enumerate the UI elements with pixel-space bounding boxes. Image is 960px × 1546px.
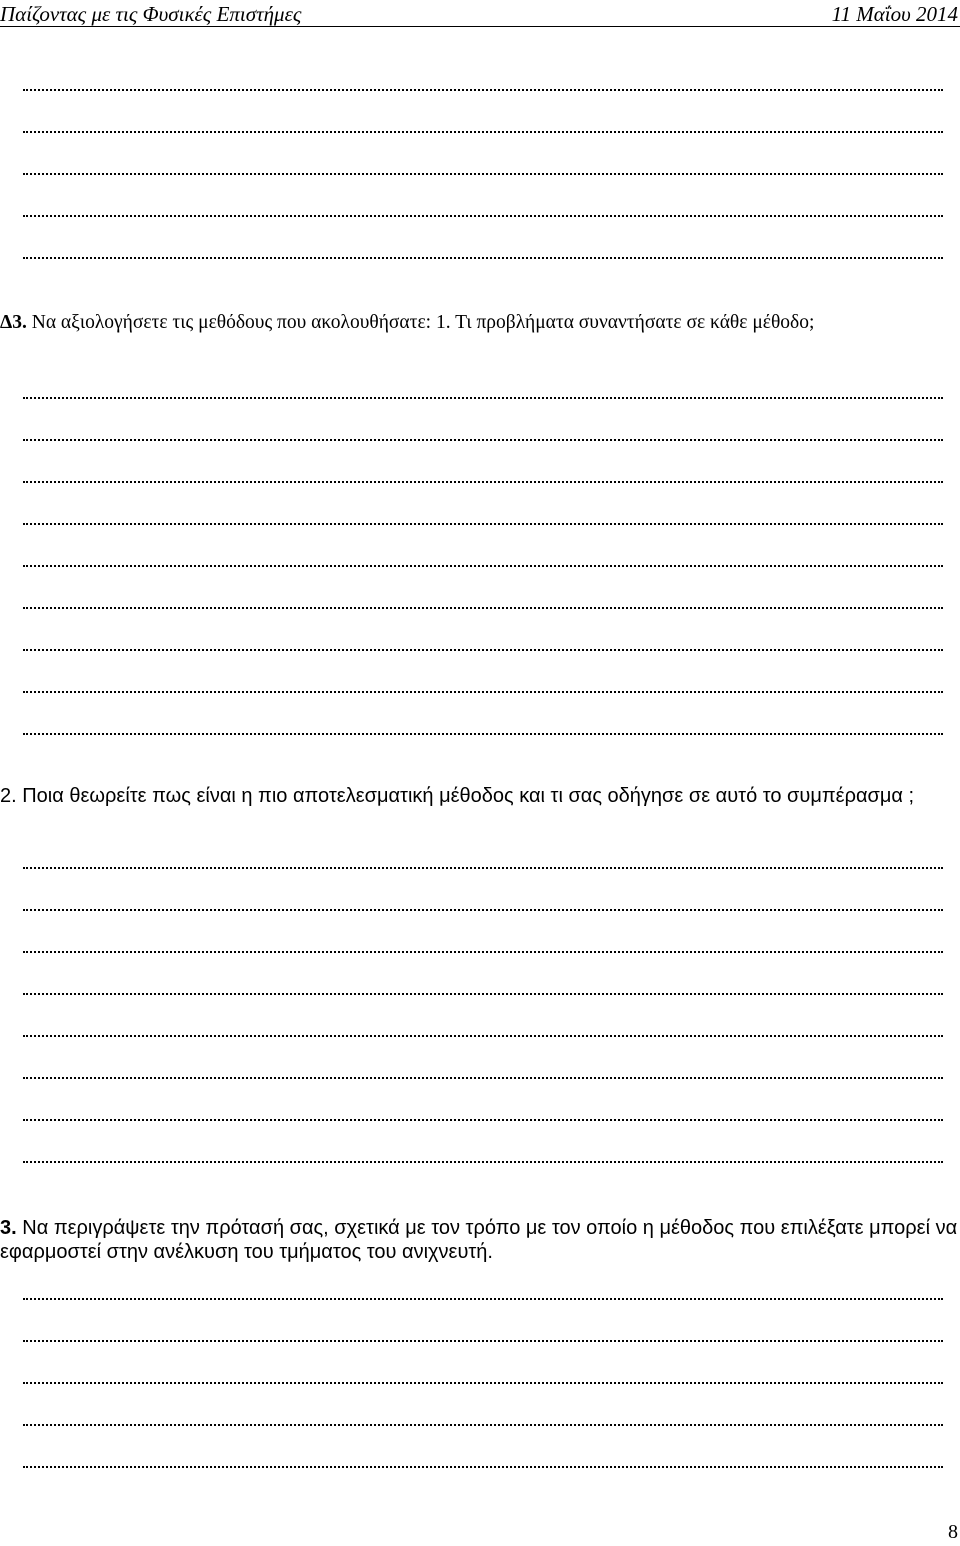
answer-line (23, 733, 943, 735)
header-title: Παίζοντας με τις Φυσικές Επιστήμες (0, 2, 302, 26)
question-3 (0, 1216, 958, 1264)
header-date: 11 Μαΐου 2014 (831, 2, 958, 26)
answer-line (23, 439, 943, 441)
answer-line (23, 215, 943, 217)
answer-line (23, 691, 943, 693)
question-d3-number: Δ3. (0, 312, 27, 333)
page-header (0, 0, 960, 27)
answer-line (23, 1382, 943, 1384)
page-number: 8 (948, 1521, 958, 1543)
question-d3-text: Να αξιολογήσετε τις μεθόδους που ακολουθήσατε: 1. Τι προβλήματα συναντήσατε σε κάθε μέθοδο; (31, 312, 815, 333)
answer-line (23, 993, 943, 995)
question-2-text: 2. Ποια θεωρείτε πως είναι η πιο αποτελεσματική μέθοδος και τι σας οδήγησε σε αυτό το συμπέρασμα ; (0, 785, 915, 807)
answer-line (23, 173, 943, 175)
question-3-number: 3. (0, 1217, 17, 1239)
question-d3 (0, 312, 958, 334)
answer-line (23, 1161, 943, 1163)
answer-line (23, 1119, 943, 1121)
answer-line (23, 1466, 943, 1468)
answer-line (23, 257, 943, 259)
answer-line (23, 607, 943, 609)
question-2 (0, 784, 958, 808)
answer-line (23, 649, 943, 651)
answer-line (23, 909, 943, 911)
answer-line (23, 89, 943, 91)
answer-line (23, 951, 943, 953)
answer-line (23, 1035, 943, 1037)
answer-line (23, 1340, 943, 1342)
answer-line (23, 481, 943, 483)
answer-line (23, 867, 943, 869)
answer-line (23, 523, 943, 525)
answer-line (23, 1424, 943, 1426)
question-3-text: Να περιγράψετε την πρότασή σας, σχετικά με τον τρόπο με τον οποίο η μέθοδος που επιλέξατε μπορεί να εφαρμοστεί στην ανέλκυση του τμήματος του ανιχνευτή. (0, 1217, 958, 1263)
answer-line (23, 1298, 943, 1300)
answer-line (23, 1077, 943, 1079)
answer-line (23, 397, 943, 399)
answer-line (23, 565, 943, 567)
answer-line (23, 131, 943, 133)
